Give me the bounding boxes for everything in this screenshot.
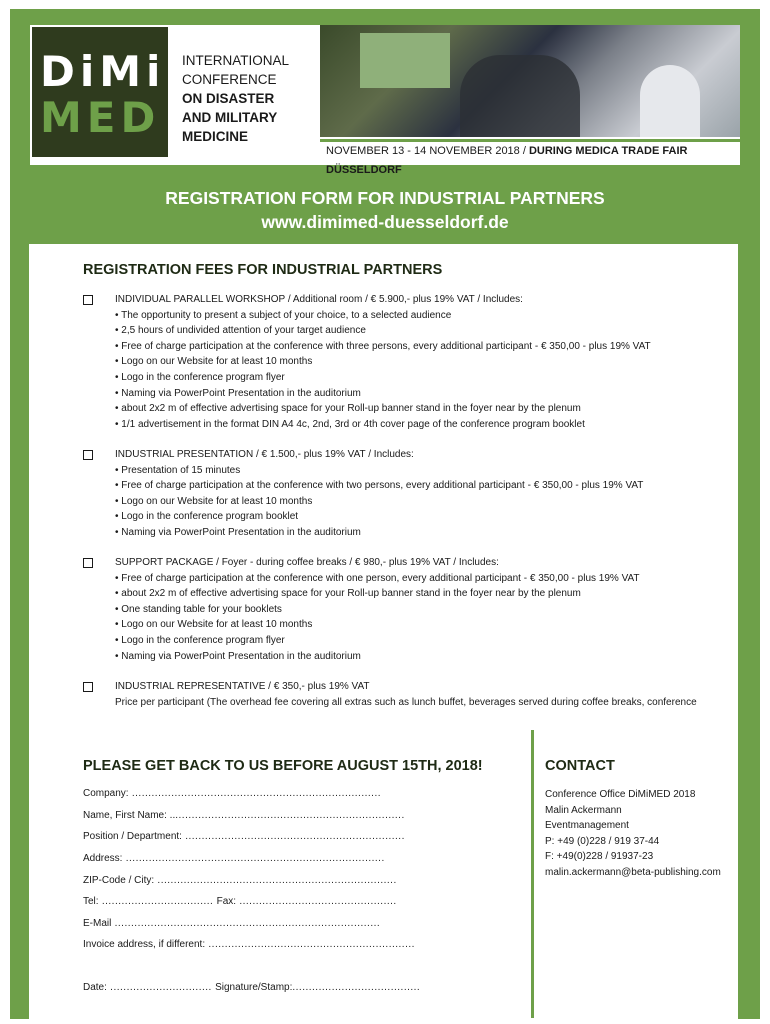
- package-title: INDUSTRIAL PRESENTATION / € 1.500,- plus 19% VAT / Includes:: [115, 449, 414, 460]
- checkbox[interactable]: [83, 295, 93, 305]
- contact-email[interactable]: malin.ackermann@beta-publishing.com: [545, 866, 721, 878]
- dimimed-logo: [32, 27, 168, 157]
- checkbox[interactable]: [83, 450, 93, 460]
- package-item: • Logo in the conference program flyer: [115, 371, 285, 383]
- package-item: • Presentation of 15 minutes: [115, 464, 241, 476]
- contact-details: [545, 787, 721, 881]
- conference-title-line: AND MILITARY: [182, 110, 278, 125]
- package-item: • 2,5 hours of undivided attention of your target audience: [115, 325, 366, 337]
- package-item: • Naming via PowerPoint Presentation in the auditorium: [115, 650, 361, 662]
- package-item: • about 2x2 m of effective advertising space for your Roll-up banner stand in the foyer near by the plenum: [115, 403, 581, 415]
- field-label: Date:: [83, 982, 107, 993]
- field-label: Name, First Name: ..: [83, 810, 176, 821]
- conference-photo: [320, 25, 740, 137]
- contact-line: P: +49 (0)228 / 919 37-44: [545, 835, 660, 847]
- checkbox[interactable]: [83, 682, 93, 692]
- package-item: • Logo in the conference program booklet: [115, 511, 299, 523]
- conference-title-line: CONFERENCE: [182, 72, 277, 87]
- package-item: • The opportunity to present a subject of your choice, to a selected audience: [115, 309, 452, 321]
- conference-title-line: ON DISASTER: [182, 91, 275, 106]
- package-item: Price per participant (The overhead fee covering all extras such as lunch buffet, beverages served during coffee breaks, conference: [115, 696, 697, 708]
- conference-title-line: MEDICINE: [182, 129, 249, 144]
- field-label: ZIP-Code / City:: [83, 875, 155, 886]
- contact-line: Conference Office DiMiMED 2018: [545, 789, 696, 800]
- field-label: Tel:: [83, 896, 99, 907]
- field-label: Company:: [83, 788, 129, 799]
- form-title: REGISTRATION FORM FOR INDUSTRIAL PARTNERS: [165, 188, 605, 208]
- checkbox[interactable]: [83, 558, 93, 568]
- tel-fax-field[interactable]: Tel: .................................. Fax: ................................................: [83, 896, 397, 907]
- logo-line-2: MED: [40, 93, 161, 142]
- field-label: Fax:: [216, 896, 237, 907]
- date-text: NOVEMBER 13 - 14 NOVEMBER 2018 /: [326, 145, 529, 157]
- package-item: • Logo on our Website for at least 10 months: [115, 619, 313, 631]
- conference-title: [182, 51, 289, 146]
- address-field[interactable]: Address: ...............................................................................: [83, 853, 385, 864]
- name-field[interactable]: Name, First Name: ........................................................................: [83, 810, 405, 821]
- contact-line: F: +49(0)228 / 91937-23: [545, 851, 654, 863]
- package-item: • Logo on our Website for at least 10 months: [115, 495, 313, 507]
- date-bar: [320, 139, 740, 176]
- deadline-heading: PLEASE GET BACK TO US BEFORE AUGUST 15TH, 2018!: [83, 758, 483, 774]
- column-divider: [531, 730, 534, 1018]
- contact-line: Malin Ackermann: [545, 804, 622, 816]
- package-item: • Free of charge participation at the conference with one person, every additional participant - € 350,00 - plus 19% VAT: [115, 572, 640, 584]
- date-venue: DURING MEDICA TRADE FAIR DÜSSELDORF: [326, 145, 688, 176]
- package-item: • Logo in the conference program flyer: [115, 634, 285, 646]
- package-item: • 1/1 advertisement in the format DIN A4 4c, 2nd, 3rd or 4th cover page of the conference program booklet: [115, 418, 585, 430]
- package-item: • Free of charge participation at the conference with two persons, every additional participant - € 350,00 - plus 19% VAT: [115, 480, 644, 492]
- company-field[interactable]: Company: ............................................................................: [83, 788, 382, 799]
- field-label: Signature/Stamp:: [215, 982, 293, 993]
- email-field[interactable]: E-Mail .................................................................................: [83, 918, 381, 929]
- website-link[interactable]: www.dimimed-duesseldorf.de: [261, 212, 509, 232]
- package-item: • about 2x2 m of effective advertising space for your Roll-up banner stand in the foyer near by the plenum: [115, 588, 581, 600]
- package-title: INDIVIDUAL PARALLEL WORKSHOP / Additional room / € 5.900,- plus 19% VAT / Includes:: [115, 294, 523, 305]
- invoice-address-field[interactable]: Invoice address, if different: ...............................................................: [83, 939, 415, 950]
- header: [10, 9, 760, 176]
- package-item: • Free of charge participation at the conference with three persons, every additional participant - € 350,00 - plus 19% VAT: [115, 340, 651, 352]
- contact-heading: CONTACT: [545, 758, 615, 774]
- field-label: Invoice address, if different:: [83, 939, 206, 950]
- package-item: • Naming via PowerPoint Presentation in the auditorium: [115, 526, 361, 538]
- field-label: Position / Department:: [83, 831, 182, 842]
- field-label: Address:: [83, 853, 123, 864]
- package-title: INDUSTRIAL REPRESENTATIVE / € 350,- plus 19% VAT: [115, 681, 370, 692]
- header-banner: [30, 25, 740, 176]
- date-signature-field[interactable]: Date: ............................... Signature/Stamp:.......................................: [83, 982, 421, 993]
- package-item: • Naming via PowerPoint Presentation in the auditorium: [115, 387, 361, 399]
- package-item: • Logo on our Website for at least 10 months: [115, 356, 313, 368]
- zip-city-field[interactable]: ZIP-Code / City: .........................................................................: [83, 875, 397, 886]
- package-title: SUPPORT PACKAGE / Foyer - during coffee breaks / € 980,- plus 19% VAT / Includes:: [115, 557, 499, 568]
- contact-line: Eventmanagement: [545, 820, 629, 832]
- fees-heading: REGISTRATION FEES FOR INDUSTRIAL PARTNERS: [83, 262, 443, 278]
- logo-line-1: DiMi: [40, 47, 166, 96]
- package-item: • One standing table for your booklets: [115, 603, 282, 615]
- conference-title-line: INTERNATIONAL: [182, 53, 290, 68]
- position-field[interactable]: Position / Department: ...................................................................: [83, 831, 405, 842]
- field-label: E-Mail: [83, 918, 112, 929]
